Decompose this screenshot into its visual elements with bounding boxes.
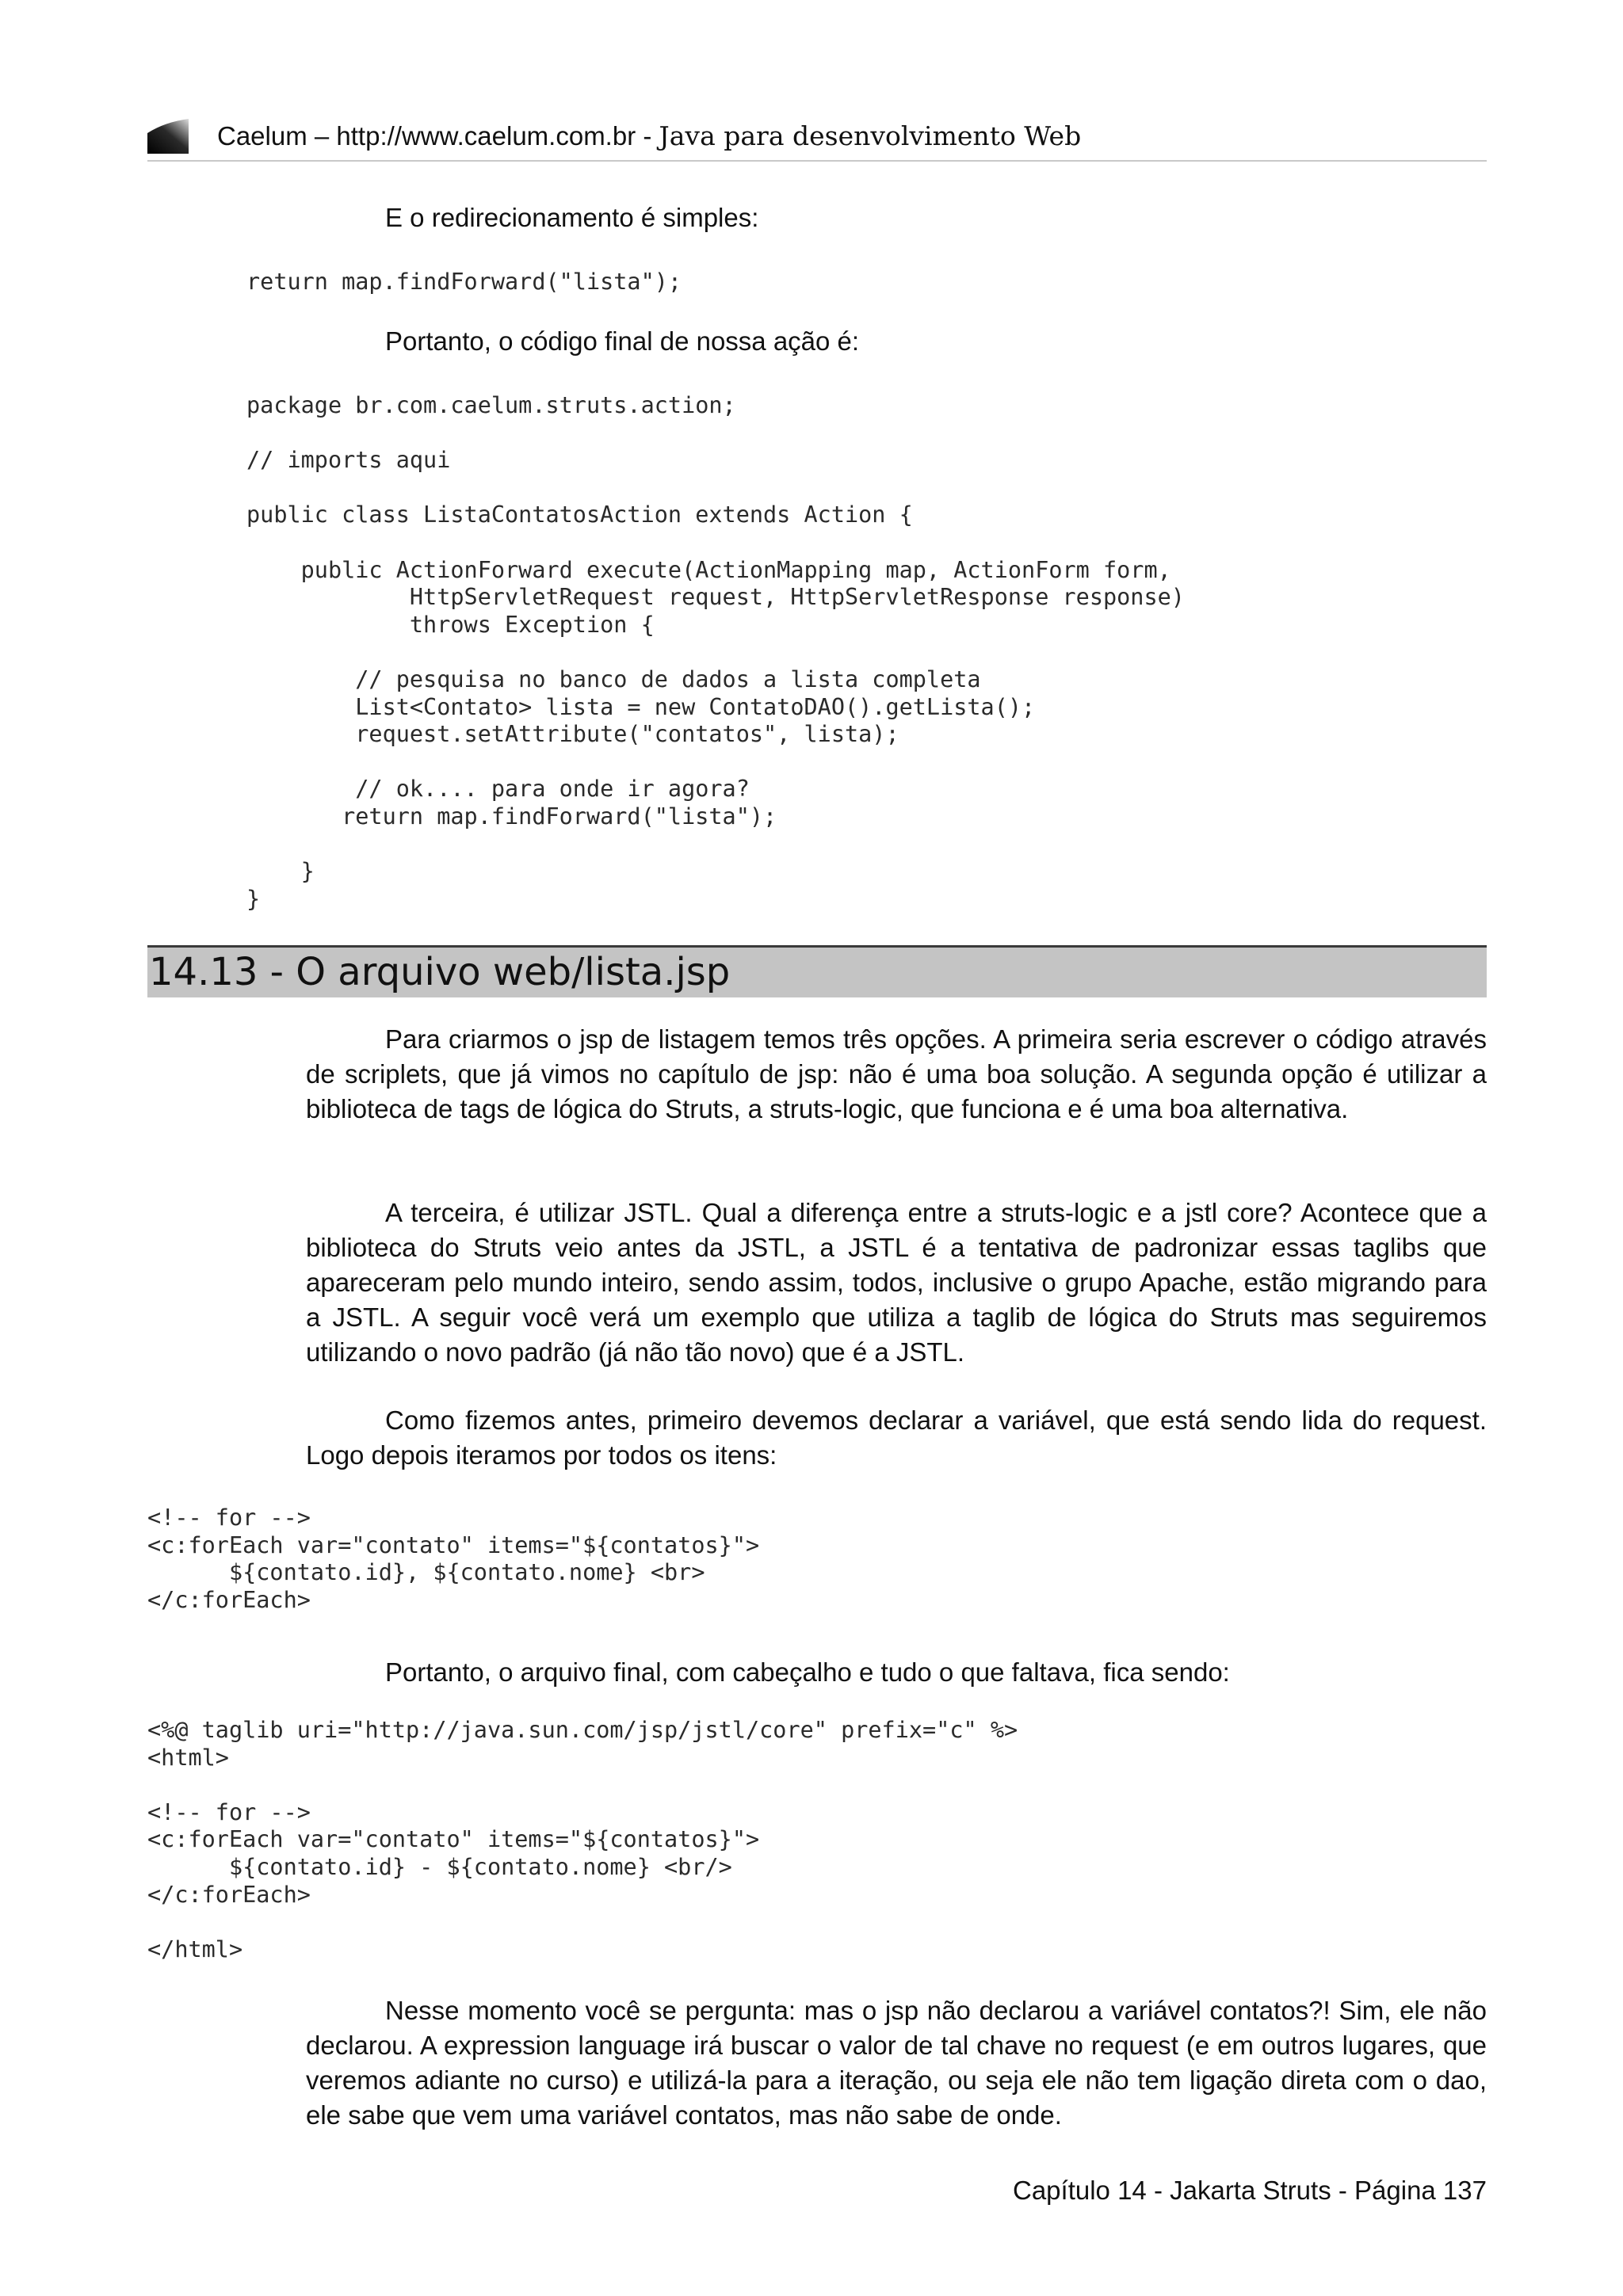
paragraph-declare-variable: Como fizemos antes, primeiro devemos declarar a variável, que está sendo lida do request. Logo depois iteramos por todos os itens:: [306, 1405, 1487, 1470]
intro-final-action: Portanto, o código final de nossa ação é:: [385, 326, 860, 356]
code-redirect: return map.findForward("lista");: [246, 269, 682, 295]
intro-final-file: Portanto, o arquivo final, com cabeçalho e tudo o que faltava, fica sendo:: [385, 1657, 1230, 1687]
header-book-title: Java para desenvolvimento Web: [659, 120, 1082, 151]
header-site: Caelum – http://www.caelum.com.br -: [217, 121, 659, 151]
paragraph-options: Para criarmos o jsp de listagem temos três opções. A primeira seria escrever o código através de scriplets, que já vimos no capítulo de jsp: não é uma boa solução. A segunda opção é utilizar a biblioteca de tags de lógica do Struts, a struts-logic, que funciona e é uma boa alternativa.: [306, 1024, 1487, 1123]
intro-redirect: E o redirecionamento é simples:: [385, 203, 759, 232]
section-title: 14.13 - O arquivo web/lista.jsp: [149, 950, 731, 994]
code-action-class: package br.com.caelum.struts.action; // imports aqui public class ListaContatosAction extends Action { public ActionForward execute(ActionMapping map, ActionForm form, HttpServletRequest request, HttpServletResponse response) throws Exception { // pesquisa no banco de dados a lista completa List<Contato> lista = new ContatoDAO().getLista(); request.setAttribute("contatos", lista); // ok.... para onde ir agora? return map.findForward("lista"); } }: [246, 392, 1185, 912]
caelum-logo-icon: [147, 119, 189, 154]
header-title: [217, 120, 1081, 152]
code-foreach: <!-- for --> <c:forEach var="contato" items="${contatos}"> ${contato.id}, ${contato.nome} <br> </c:forEach>: [147, 1505, 760, 1613]
page-footer: Capítulo 14 - Jakarta Struts - Página 137: [1013, 2176, 1487, 2205]
paragraph-expression-language: Nesse momento você se pergunta: mas o jsp não declarou a variável contatos?! Sim, ele não declarou. A expression language irá buscar o valor de tal chave no request (e em outros lugares, que veremos adiante no curso) e utilizá-la para a iteração, ou seja ele não tem ligação direta com o dao, ele sabe que vem uma variável contatos, mas não sabe de onde.: [306, 1996, 1487, 2130]
code-final-file: <%@ taglib uri="http://java.sun.com/jsp/jstl/core" prefix="c" %> <html> <!-- for --> <c:forEach var="contato" items="${contatos}"> ${contato.id} - ${contato.nome} <br/> </c:forEach> </html>: [147, 1717, 1018, 1962]
page-header: [147, 119, 1487, 162]
section-header: [147, 945, 1487, 997]
paragraph-jstl: A terceira, é utilizar JSTL. Qual a diferença entre a struts-logic e a jstl core? Acontece que a biblioteca do Struts veio antes da JSTL, a JSTL é a tentativa de padronizar essas taglibs que apareceram pelo mundo inteiro, sendo assim, todos, inclusive o grupo Apache, estão migrando para a JSTL. A seguir você verá um exemplo que utiliza a taglib de lógica do Struts mas seguiremos utilizando o novo padrão (já não tão novo) que é a JSTL.: [306, 1198, 1487, 1367]
